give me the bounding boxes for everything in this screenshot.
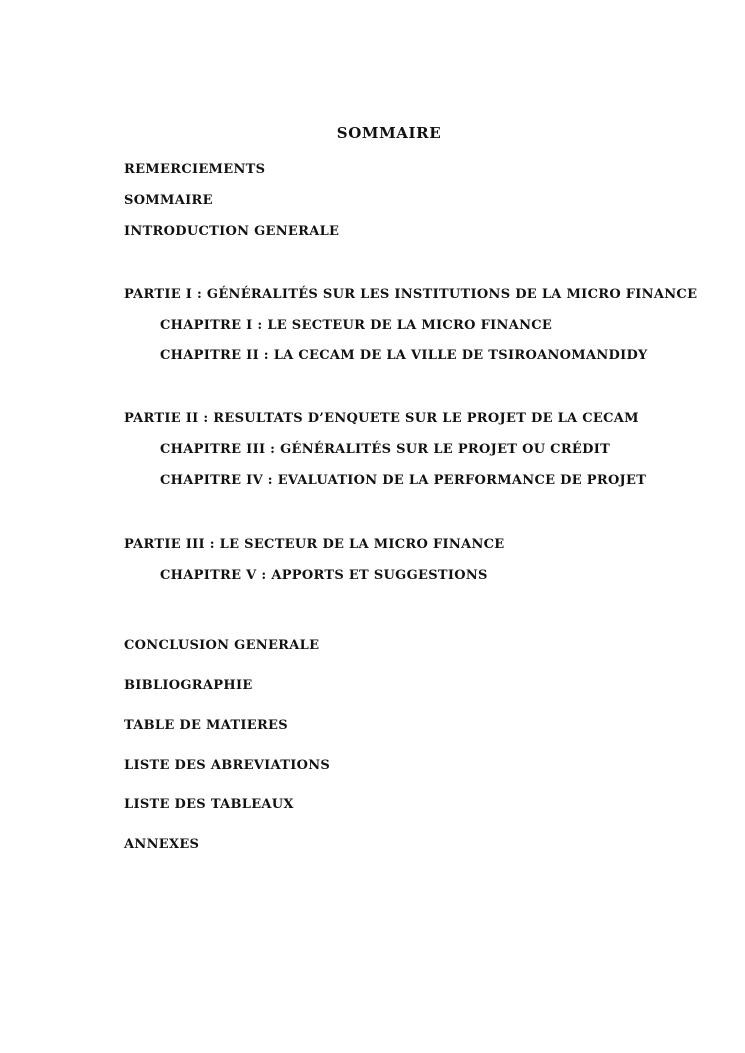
toc-chapter-1: CHAPITRE I : LE SECTEUR DE LA MICRO FINANCE xyxy=(160,318,553,333)
toc-entry-conclusion: CONCLUSION GENERALE xyxy=(124,638,320,653)
toc-entry-bibliographie: BIBLIOGRAPHIE xyxy=(124,678,253,693)
toc-entry-tableaux: LISTE DES TABLEAUX xyxy=(124,797,294,812)
toc-chapter-2: CHAPITRE II : LA CECAM DE LA VILLE DE TSIROANOMANDIDY xyxy=(160,348,648,363)
toc-entry-sommaire: SOMMAIRE xyxy=(124,193,213,208)
toc-part-1: PARTIE I : GÉNÉRALITÉS SUR LES INSTITUTIONS DE LA MICRO FINANCE xyxy=(124,287,698,302)
toc-entry-abreviations: LISTE DES ABREVIATIONS xyxy=(124,758,331,773)
toc-entry-introduction: INTRODUCTION GENERALE xyxy=(124,224,340,239)
toc-part-2: PARTIE II : RESULTATS D’ENQUETE SUR LE PROJET DE LA CECAM xyxy=(124,411,639,426)
page-title: SOMMAIRE xyxy=(336,124,442,142)
toc-entry-annexes: ANNEXES xyxy=(124,837,200,852)
toc-chapter-3: CHAPITRE III : GÉNÉRALITÉS SUR LE PROJET OU CRÉDIT xyxy=(160,442,611,457)
toc-chapter-4: CHAPITRE IV : EVALUATION DE LA PERFORMANCE DE PROJET xyxy=(160,473,647,488)
toc-entry-remerciements: REMERCIEMENTS xyxy=(124,162,266,177)
toc-chapter-5: CHAPITRE V : APPORTS ET SUGGESTIONS xyxy=(160,568,488,583)
toc-entry-table-matieres: TABLE DE MATIERES xyxy=(124,718,288,733)
toc-part-3: PARTIE III : LE SECTEUR DE LA MICRO FINANCE xyxy=(124,537,505,552)
